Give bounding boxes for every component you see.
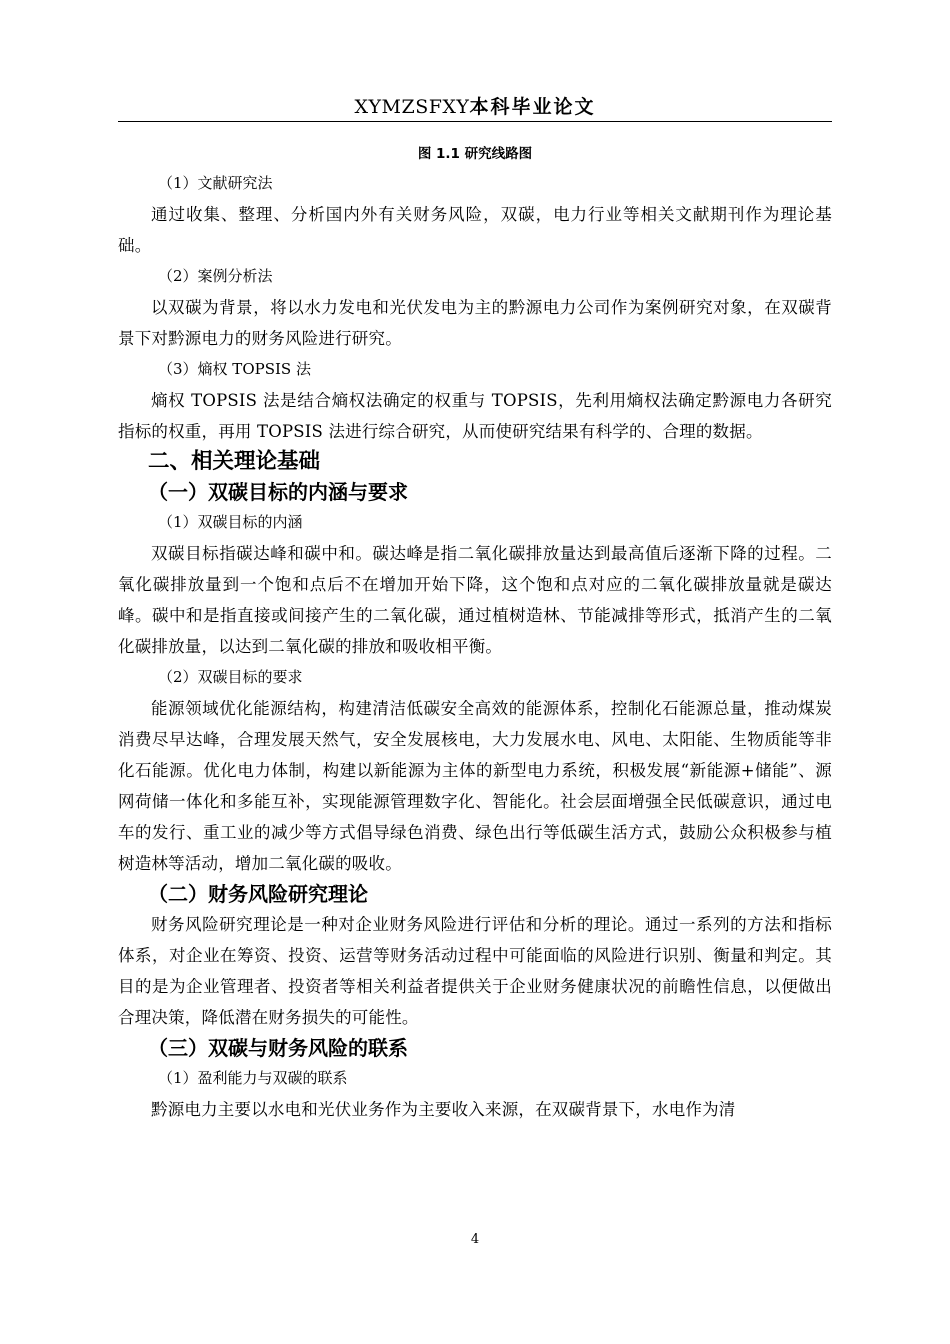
paragraph: 黔源电力主要以水电和光伏业务作为主要收入来源，在双碳背景下，水电作为清 — [151, 1100, 736, 1119]
list-item: （1）盈利能力与双碳的联系 — [158, 1069, 348, 1087]
paragraph: 熵权 TOPSIS 法是结合熵权法确定的权重与 TOPSIS，先利用熵权法确定黔源电力各研究指标的权重，再用 TOPSIS 法进行综合研究，从而使研究结果有科学的、合理的数据。 — [118, 391, 832, 441]
running-header — [118, 94, 832, 122]
paragraph: 能源领域优化能源结构，构建清洁低碳安全高效的能源体系，控制化石能源总量，推动煤炭消费尽早达峰，合理发展天然气，安全发展核电，大力发展水电、风电、太阳能、生物质能等非化石能源。优化电力体制，构建以新能源为主体的新型电力系统，积极发展“新能源+储能”、源网荷储一体化和多能互补，实现能源管理数字化、智能化。社会层面增强全民低碳意识，通过电车的发行、重工业的减少等方式倡导绿色消费、绿色出行等低碳生活方式，鼓励公众积极参与植树造林等活动，增加二氧化碳的吸收。 — [118, 699, 832, 873]
list-item: （2）案例分析法 — [158, 267, 273, 285]
list-item: （3）熵权 TOPSIS 法 — [158, 360, 311, 378]
paragraph: 通过收集、整理、分析国内外有关财务风险，双碳，电力行业等相关文献期刊作为理论基础。 — [118, 205, 832, 255]
paragraph: 财务风险研究理论是一种对企业财务风险进行评估和分析的理论。通过一系列的方法和指标体系，对企业在筹资、投资、运营等财务活动过程中可能面临的风险进行识别、衡量和判定。其目的是为企业管理者、投资者等相关利益者提供关于企业财务健康状况的前瞻性信息，以便做出合理决策，降低潜在财务损失的可能性。 — [118, 915, 832, 1027]
paragraph: 以双碳为背景，将以水力发电和光伏发电为主的黔源电力公司作为案例研究对象，在双碳背景下对黔源电力的财务风险进行研究。 — [118, 298, 832, 348]
paragraph: 双碳目标指碳达峰和碳中和。碳达峰是指二氧化碳排放量达到最高值后逐渐下降的过程。二氧化碳排放量到一个饱和点后不在增加开始下降，这个饱和点对应的二氧化碳排放量就是碳达峰。碳中和是指直接或间接产生的二氧化碳，通过植树造林、节能减排等形式，抵消产生的二氧化碳排放量，以达到二氧化碳的排放和吸收相平衡。 — [118, 544, 832, 656]
figure-caption: 图 1.1 研究线路图 — [417, 146, 533, 162]
section-heading: 二、相关理论基础 — [148, 449, 321, 474]
list-item: （1）文献研究法 — [158, 174, 273, 192]
header-rule — [118, 121, 832, 122]
body-content — [118, 168, 832, 1125]
subsection-heading: （一）双碳目标的内涵与要求 — [148, 480, 408, 504]
header-latin: XYMZSFXY — [354, 96, 470, 118]
list-item: （1）双碳目标的内涵 — [158, 513, 303, 531]
list-item: （2）双碳目标的要求 — [158, 668, 303, 686]
subsection-heading: （二）财务风险研究理论 — [148, 882, 368, 906]
page-number: 4 — [470, 1232, 480, 1247]
subsection-heading: （三）双碳与财务风险的联系 — [148, 1036, 408, 1060]
header-title: 本科毕业论文 — [469, 96, 596, 118]
